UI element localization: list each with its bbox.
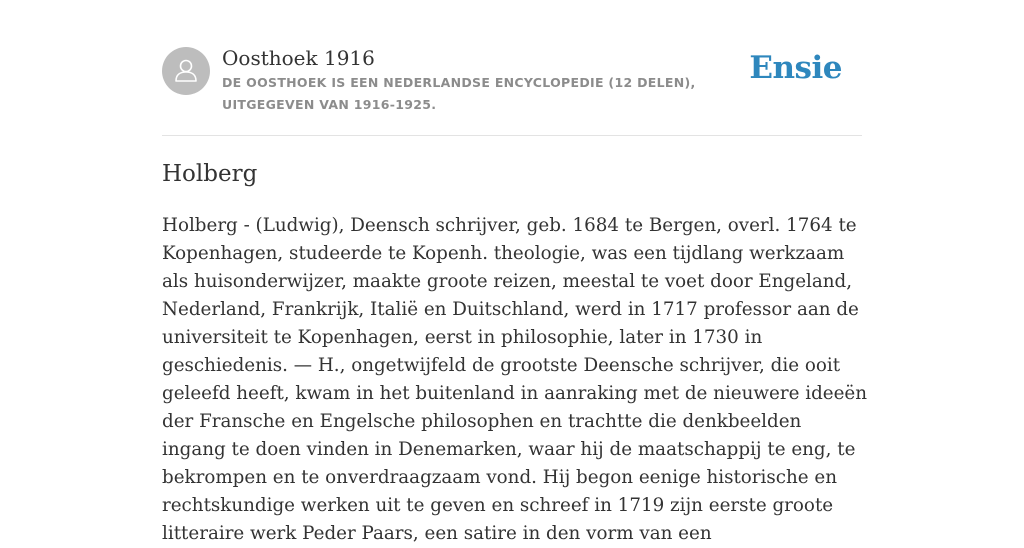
ensie-logo[interactable]: Ensie [749,50,842,86]
source-title[interactable]: Oosthoek 1916 [222,46,375,70]
source-header [162,44,862,136]
source-avatar[interactable] [162,47,210,95]
user-icon [171,56,201,86]
header-divider [162,135,862,136]
entry-body: Holberg - (Ludwig), Deensch schrijver, geb. 1684 te Bergen, overl. 1764 te Kopenhagen, studeerde te Kopenh. theologie, was een tijdlang werkzaam als huisonderwijzer, maakte groote reizen, meestal te voet door Engeland, Nederland, Frankrijk, Italië en Duitschland, werd in 1717 professor aan de universiteit te Kopenhagen, eerst in philosophie, later in 1730 in geschiedenis. — H., ongetwijfeld de grootste Deensche schrijver, die ooit geleefd heeft, kwam in het buitenland in aanraking met de nieuwere ideeën der Fransche en Engelsche philosophen en trachtte die denkbeelden ingang te doen vinden in Denemarken, waar hij de maatschappij te eng, te bekrompen en te onverdraagzaam vond. Hij begon eenige historische en rechtskundige werken uit te geven en schreef in 1719 zijn eerste groote litteraire werk Peder Paars, een satire in den vorm van een [162,215,868,544]
source-description: DE OOSTHOEK IS EEN NEDERLANDSE ENCYCLOPEDIE (12 DELEN), UITGEGEVEN VAN 1916-1925. [222,75,696,112]
entry-title: Holberg [162,161,258,187]
